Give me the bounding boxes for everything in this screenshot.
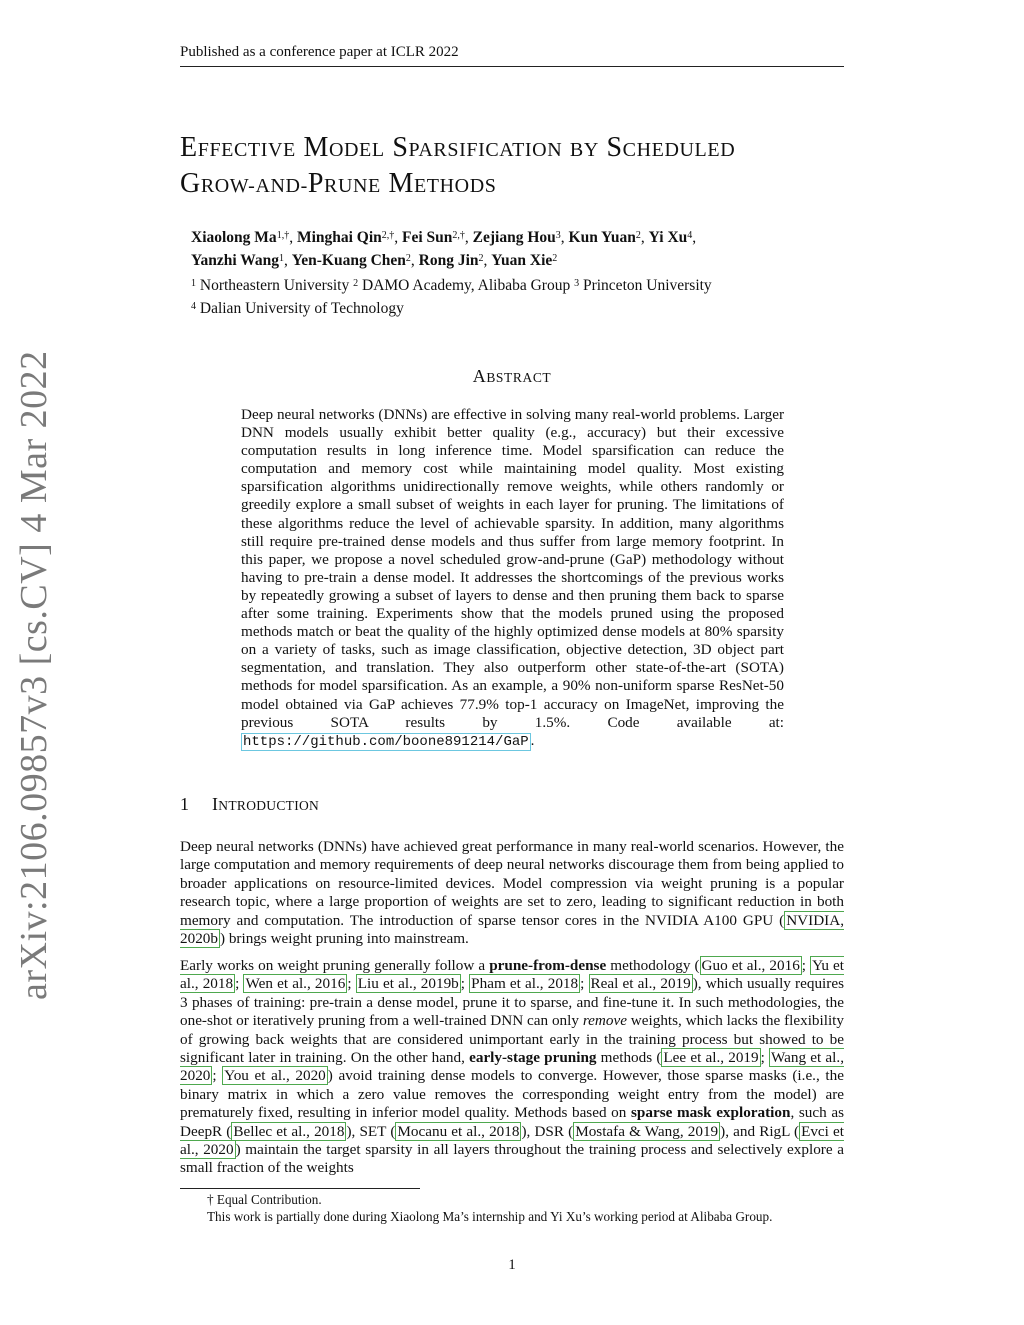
citation-link[interactable]: Wang et al., 2020 xyxy=(180,1049,844,1085)
author-name: Yen-Kuang Chen xyxy=(291,252,406,269)
abstract-heading: ABSTRACT xyxy=(472,366,552,386)
author-name: Rong Jin xyxy=(418,252,479,269)
author-name: Minghai Qin xyxy=(296,229,382,246)
citation-link[interactable]: Yu et al., 2018 xyxy=(180,957,844,993)
citation-link[interactable]: Liu et al., 2019b xyxy=(357,975,459,993)
affiliation-line-1: $^1$ Northeastern University $^2$ DAMO Academy, Alibaba Group $^3$ Princeton University xyxy=(191,277,712,294)
citation-link[interactable]: Guo et al., 2016 xyxy=(701,957,800,974)
citation-link[interactable]: Wen et al., 2016 xyxy=(245,975,346,993)
citation-link[interactable]: NVIDIA, 2020b xyxy=(180,911,844,948)
footnote-rule xyxy=(180,1188,420,1189)
intro-paragraph-1: Deep neural networks (DNNs) have achieved great performance in many real-world scenarios. However, the large computation and memory requirements of deep neural networks discourage them from being applied to broader applications on resource-limited devices. Model compression via weight pruning is a popular research topic, where a large proportion of weights are set to zero, leading to significant reduction in both memory and computation. The introduction of sparse tensor cores in the NVIDIA A100 GPU ( NVIDIA, 2020b ) brings weight pruning into mainstream. xyxy=(180,838,844,948)
section-heading: 1 INTRODUCTION xyxy=(180,794,320,814)
citation-link[interactable]: Pham et al., 2018 xyxy=(471,975,579,993)
author-line-1: Xiaolong $Ma^{1,\dagger}$, Minghai Qin$^{2,\dagger}$, Fei Sun$^{2,\dagger}$, Zejiang Hou$^3$, Kun Yuan$^2$, Yi Xu$^4$, xyxy=(191,229,697,246)
footnote-equal-contribution: † Equal Contribution. xyxy=(207,1192,322,1207)
author-name: Yanzhi Wang xyxy=(191,252,280,269)
paper-title xyxy=(180,131,860,203)
author-name: Zejiang Hou xyxy=(472,229,556,246)
citation-link[interactable]: Real et al., 2019 xyxy=(590,975,691,993)
citation-link[interactable]: Mocanu et al., 2018 xyxy=(397,1122,520,1140)
header-rule xyxy=(180,66,844,67)
author-name: Yuan Xie xyxy=(491,252,553,269)
citation-link[interactable]: Mostafa & Wang, 2019 xyxy=(575,1122,719,1140)
code-link[interactable]: https://github.com/boone891214/GaP xyxy=(243,733,529,750)
citation-link[interactable]: Evci et al., 2020 xyxy=(180,1122,844,1159)
running-head: Published as a conference paper at ICLR 2022 xyxy=(180,44,459,60)
author-name: Fei Sun xyxy=(402,229,453,246)
citation-link[interactable]: Bellec et al., 2018 xyxy=(233,1122,345,1140)
page-number: 1 xyxy=(508,1257,516,1273)
footnote-internship: This work is partially done during Xiaolong Ma’s internship and Yi Xu’s working period at Alibaba Group. xyxy=(207,1209,773,1224)
title-line-2: GROW-AND-PRUNE METHODS xyxy=(180,168,497,199)
affiliations xyxy=(191,274,841,320)
citation-link[interactable]: You et al., 2020 xyxy=(224,1067,326,1085)
affiliation-line-2: $^4$ Dalian University of Technology xyxy=(191,300,404,317)
author-name: Yi Xu xyxy=(648,229,688,246)
intro-paragraph-2: Early works on weight pruning generally follow a prune-from-dense methodology ( Guo et al., 2016 ; Yu et al., 2018 ; Wen et al., 2016 ; Liu et al., 2019b ; Pham et al., 2018 ; Real et al., 2019 ), which usually requires 3 phases of training: pre-train a dense model, prune it to sparse, and fine-tune it. In such methodologies, the one-shot or iteratively pruning from a well-trained DNN can only remove weights, which lacks the flexibility of growing back weights that are considered unimportant early in the training process but showed to be significant later in training. On the other hand, early-stage pruning methods ( Lee et al., 2019 ; Wang et al., 2020 ; You et al., 2020 ) avoid training dense models to converge. However, those sparse masks (i.e., the binary matrix in which a zero value removes the corresponding weight entry from the model) are prematurely fixed, resulting in inferior model quality. Methods based on sparse mask exploration, such as DeepR ( Bellec et al., 2018 ), SET ( Mocanu et al., 2018 ), DSR ( Mostafa & Wang, 2019 ), and RigL ( Evci et al., 2020 ) maintain the target sparsity in all layers throughout the training process and selectively explore a small fraction of the weights xyxy=(180,957,844,1177)
author-list xyxy=(191,226,841,272)
author-name: Kun Yuan xyxy=(568,229,636,246)
citation-link[interactable]: Lee et al., 2019 xyxy=(663,1049,759,1067)
arxiv-identifier: arXiv:2106.09857v3 [cs.CV] 4 Mar 2022 xyxy=(13,350,55,1000)
footnotes xyxy=(180,1191,844,1225)
abstract-body: Deep neural networks (DNNs) are effective in solving many real-world problems. Larger DNN models usually exhibit better quality (e.g., accuracy) but their excessive computation results in long inference time. Model sparsification can reduce the computation and memory cost while maintaining model quality. Most existing sparsification algorithms unidirectionally remove weights, while others randomly or greedily explore a small subset of weights in each layer for pruning. The limitations of these algorithms reduce the level of achievable sparsity. In addition, many algorithms still require pre-trained dense models and thus suffer from large memory footprint. In this paper, we propose a novel scheduled grow-and-prune (GaP) methodology without having to pre-train a dense model. It addresses the shortcomings of the previous works by repeatedly growing a subset of layers to dense and then pruning them back to sparse after some training. Experiments show that the models pruned using the proposed methods match or beat the quality of the highly optimized dense models at 80% sparsity on a variety of tasks, such as image classification, objective detection, 3D object part segmentation, and translation. They also outperform other state-of-the-art (SOTA) methods for model sparsification. As an example, a 90% non-uniform sparse ResNet-50 model obtained via GaP achieves 77.9% top-1 accuracy on ImageNet, improving the previous SOTA results by 1.5%. Code available at: https://github.com/boone891214/GaP . xyxy=(241,406,784,750)
author-line-2: Yanzhi Wang$^1$, Yen-Kuang Chen$^2$, Rong Jin$^2$, Yuan Xie$^2$ xyxy=(191,252,558,269)
title-line-1: EFFECTIVE MODEL SPARSIFICATION BY SCHEDULED xyxy=(180,132,736,163)
author-name: Xiaolong Ma xyxy=(191,229,277,246)
